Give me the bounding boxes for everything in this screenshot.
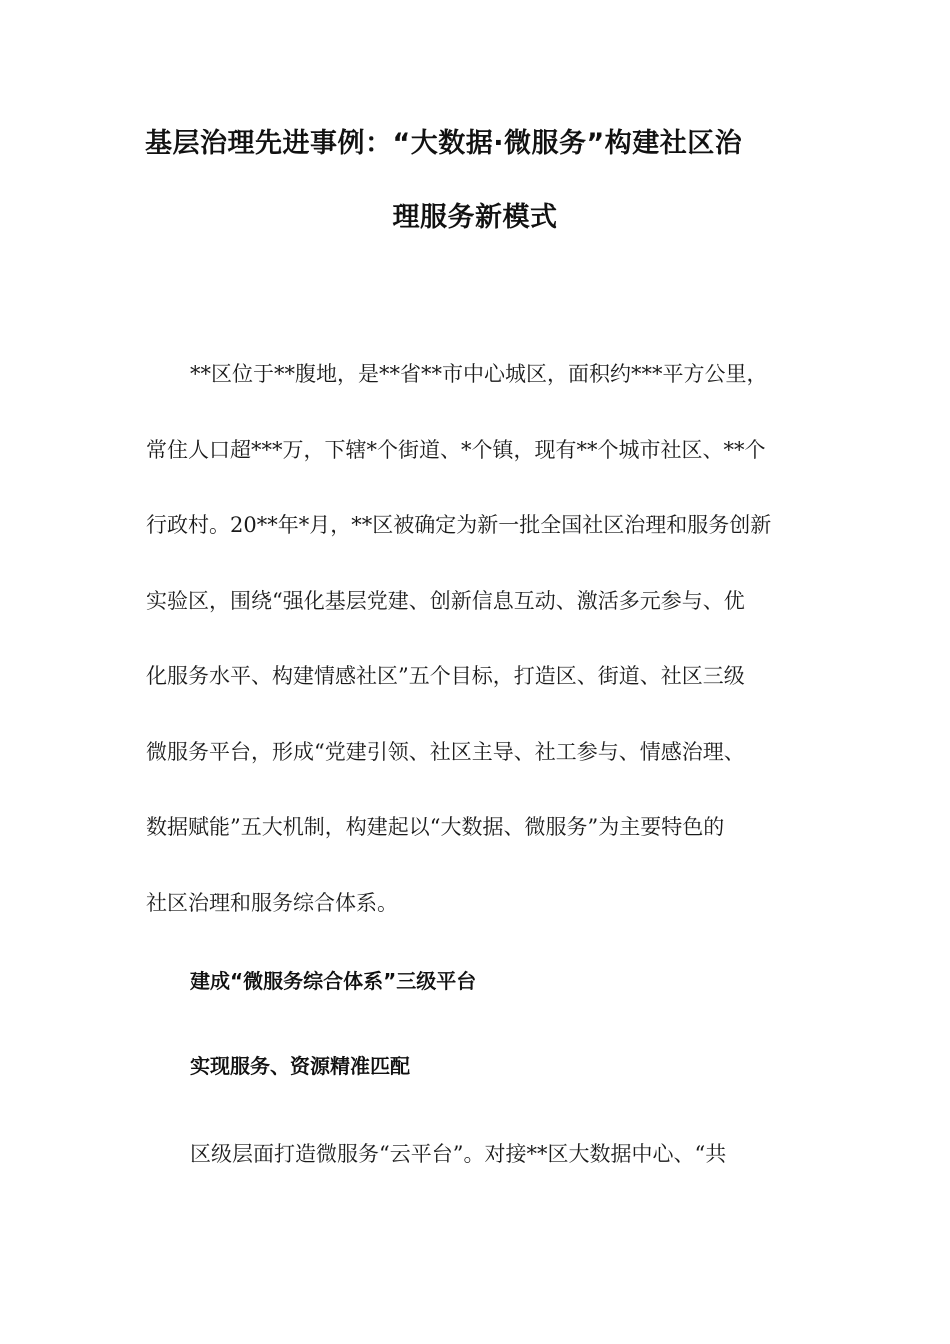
title-line-1: 基层治理先进事例：“大数据·微服务”构建社区治 [145,128,743,159]
paragraph-line: 常住人口超***万，下辖*个街道、*个镇，现有**个城市社区、**个 [146,437,766,462]
intro-paragraph [146,356,806,960]
title-line-2: 理服务新模式 [392,202,558,233]
paragraph-line: 数据赋能”五大机制，构建起以“大数据、微服务”为主要特色的 [146,815,725,839]
paragraph-line: 区级层面打造微服务“云平台”。对接**区大数据中心、“共 [190,1142,727,1166]
document-title [145,128,805,234]
paragraph-line: 微服务平台，形成“党建引领、社区主导、社工参与、情感治理、 [146,739,745,764]
paragraph-line: 化服务水平、构建情感社区”五个目标，打造区、街道、社区三级 [146,664,745,688]
paragraph-line: **区位于**腹地，是**省**市中心城区，面积约***平方公里， [190,362,768,386]
paragraph-line: 社区治理和服务综合体系。 [146,890,398,915]
section-heading-1: 建成“微服务综合体系”三级平台 [190,969,477,993]
paragraph-line: 实验区，围绕“强化基层党建、创新信息互动、激活多元参与、优 [146,588,745,613]
paragraph-line: 行政村。20**年*月，**区被确定为新一批全国社区治理和服务创新 [146,513,772,537]
section-heading-2: 实现服务、资源精准匹配 [190,1054,410,1078]
